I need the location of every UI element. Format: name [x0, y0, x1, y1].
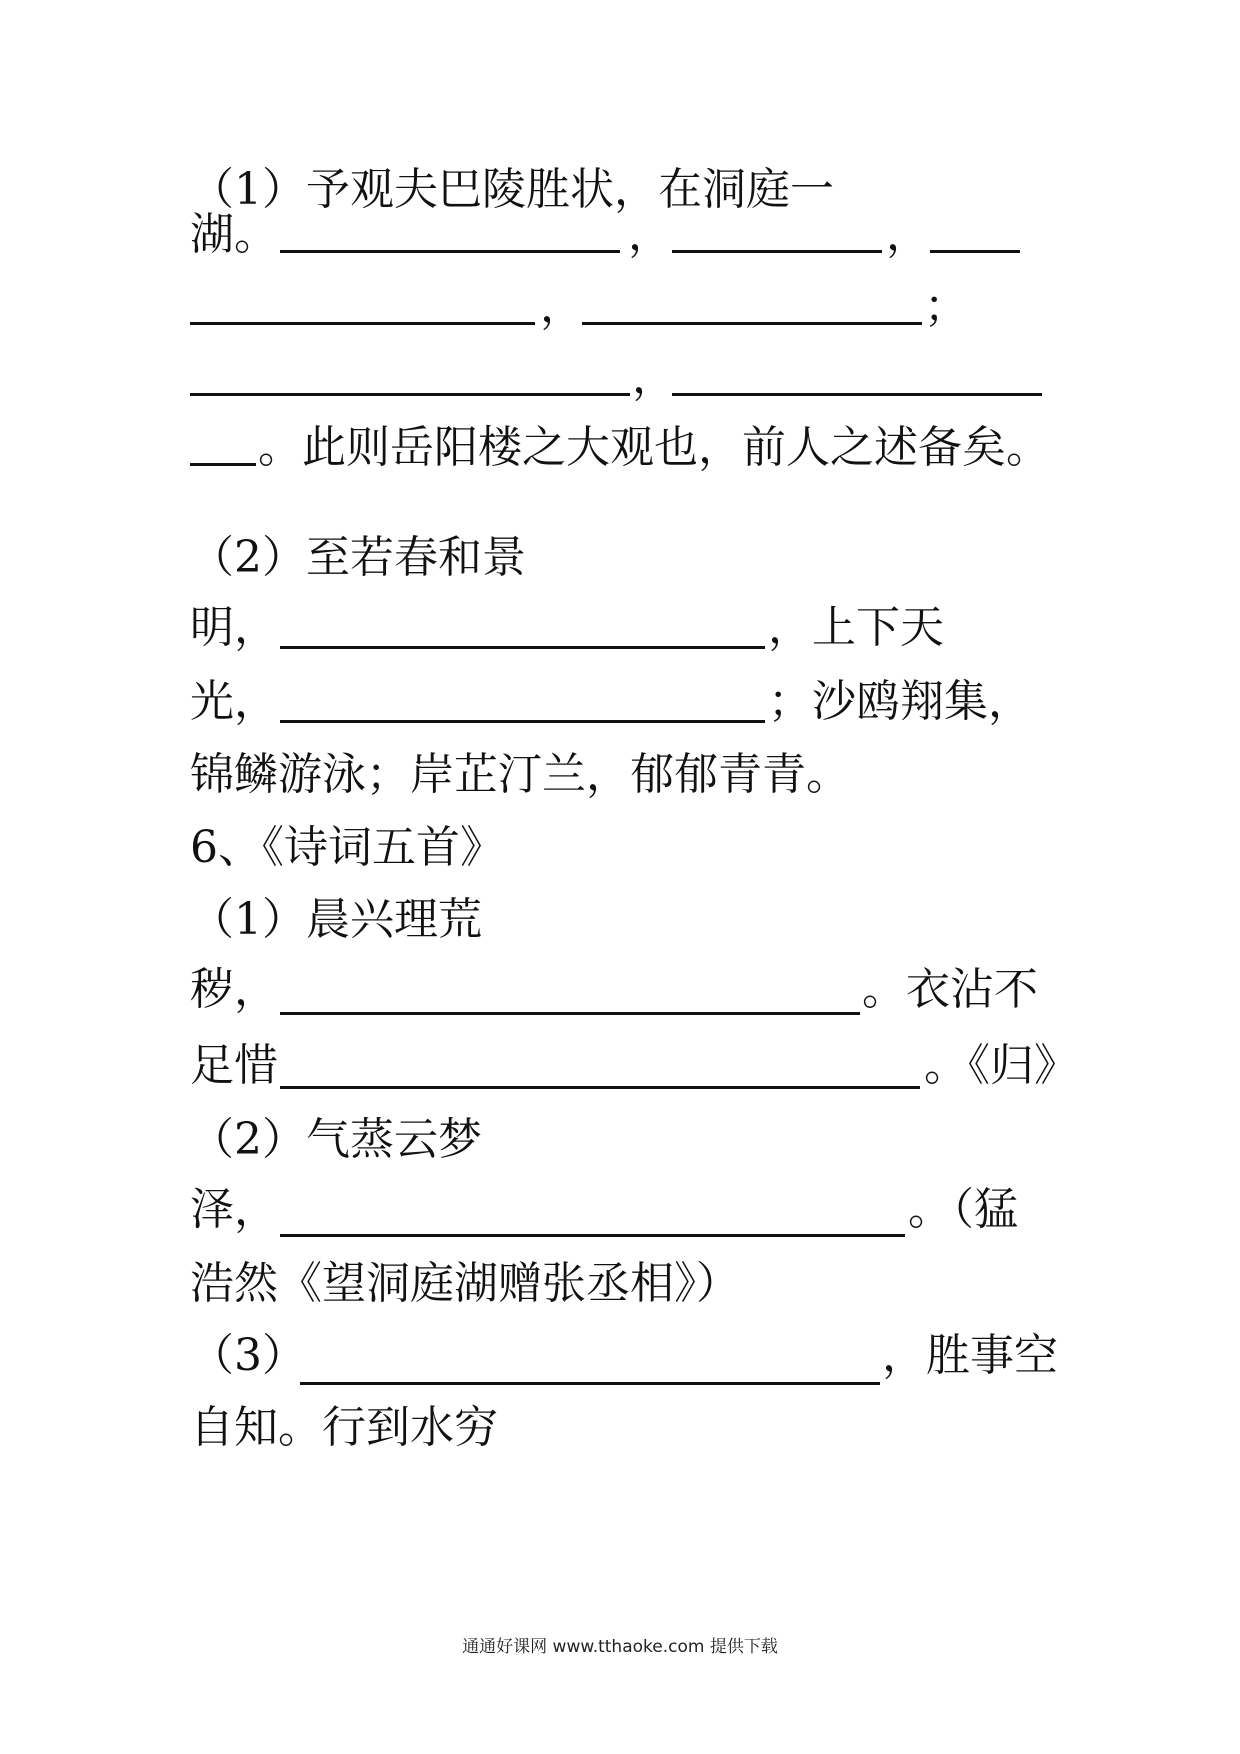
text-line-17-end: ，胜事空 [882, 1330, 1058, 1381]
text-line-7-start: 明， [190, 602, 278, 653]
text-line-17-start: （3） [190, 1330, 306, 1381]
punct: ， [886, 209, 930, 260]
text-line-16: 浩然《望洞庭湖赠张丞相》） [190, 1258, 740, 1309]
text-line-11: （1）晨兴理荒 [190, 894, 482, 945]
fill-blank-8[interactable] [280, 720, 765, 723]
fill-blank-12[interactable] [300, 1382, 880, 1385]
text-line-12-end: 。衣沾不 [862, 964, 1038, 1015]
fill-blank-9[interactable] [280, 1012, 860, 1015]
text-line-6: （2）至若春和景 [190, 532, 526, 583]
fill-blank-7[interactable] [280, 646, 765, 649]
text-line-1: （1）予观夫巴陵胜状，在洞庭一 [190, 164, 834, 215]
text-line-13-start: 足惜 [190, 1040, 278, 1091]
fill-blank-3[interactable] [930, 250, 1020, 253]
text-line-14: （2）气蒸云梦 [190, 1114, 482, 1165]
text-line-9: 锦鳞游泳；岸芷汀兰，郁郁青青。 [190, 749, 850, 800]
punct: ， [628, 209, 672, 260]
fill-blank-3-cont[interactable] [190, 322, 535, 325]
text-line-18: 自知。行到水穷 [190, 1402, 498, 1453]
fill-blank-10[interactable] [280, 1086, 920, 1089]
text-line-13-end: 。《归》 [924, 1040, 1078, 1091]
punct: ， [632, 352, 676, 403]
fill-blank-6[interactable] [672, 393, 1042, 396]
text-line-15-end: 。（猛 [908, 1184, 1018, 1235]
fill-blank-6-cont[interactable] [190, 463, 256, 466]
text-line-7-end: ，上下天 [768, 602, 944, 653]
text-line-5: 。此则岳阳楼之大观也，前人之述备矣。 [258, 422, 1050, 473]
text-line-15-start: 泽， [190, 1184, 278, 1235]
page-footer: 通通好课网 www.tthaoke.com 提供下载 [462, 1637, 778, 1657]
section-heading-6: 6、《诗词五首》 [190, 822, 504, 873]
punct: ； [924, 281, 968, 332]
text-line-8-start: 光， [190, 676, 278, 727]
fill-blank-2[interactable] [672, 250, 882, 253]
fill-blank-4[interactable] [582, 322, 922, 325]
text-line-8-end: ；沙鸥翔集， [768, 676, 1032, 727]
fill-blank-1[interactable] [280, 250, 620, 253]
fill-blank-5[interactable] [190, 393, 630, 396]
text-line-2-start: 湖。 [190, 209, 278, 260]
text-line-12-start: 秽， [190, 964, 278, 1015]
punct: ， [540, 281, 584, 332]
fill-blank-11[interactable] [280, 1234, 905, 1237]
